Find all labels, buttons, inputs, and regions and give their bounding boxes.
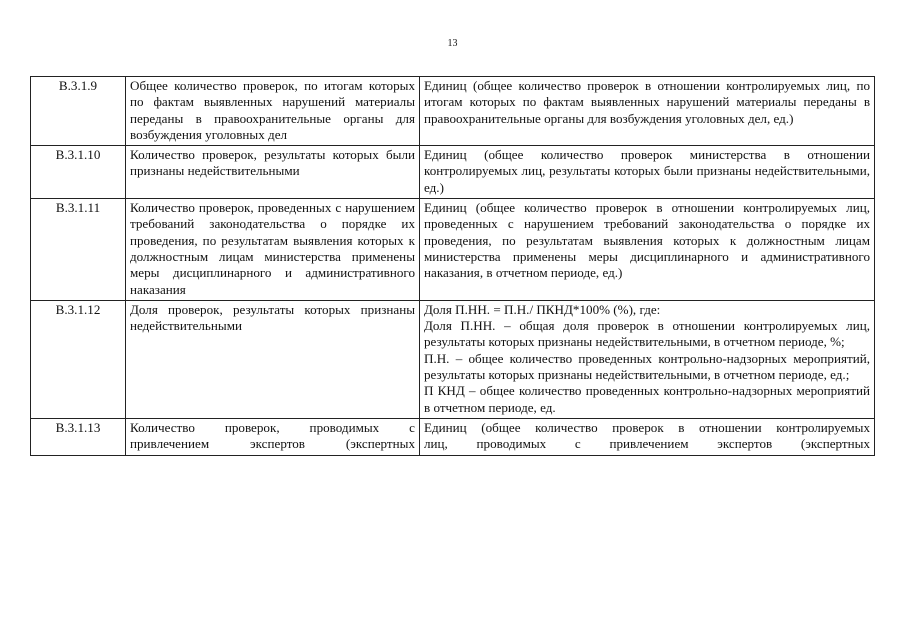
row-description: Единиц (общее количество проверок в отношении контролируемых лиц, проведенных с нарушением требований законодательства о порядке их проведения, по результатам выявления которых к должностным лицам министерства применены меры дисциплинарного и административного наказания, в отчетном периоде, ед.) bbox=[420, 199, 875, 301]
formula-definition: П КНД – общее количество проведенных контрольно-надзорных мероприятий в отчетном периоде, ед. bbox=[424, 383, 870, 415]
row-name: Количество проверок, проведенных с нарушением требований законодательства о порядке их проведения, по результатам выявления которых к должностным лицам министерства применены меры дисциплинарного и административного наказания bbox=[126, 199, 420, 301]
formula-definition: П.Н. – общее количество проведенных контрольно-надзорных мероприятий, результаты которых признаны недействительными, в отчетном периоде, ед.; bbox=[424, 350, 870, 383]
row-description-line: Единиц (общее количество проверок в отношении контролируемых bbox=[424, 419, 870, 435]
row-description bbox=[420, 300, 875, 418]
row-name: Доля проверок, результаты которых признаны недействительными bbox=[126, 300, 420, 418]
row-description: Единиц (общее количество проверок министерства в отношении контролируемых лиц, результаты которых были признаны недействительными, ед.) bbox=[420, 146, 875, 199]
row-description: Единиц (общее количество проверок в отношении контролируемых лиц, по итогам которых по фактам выявленных нарушений материалы переданы в правоохранительные органы для возбуждения уголовных дел, ед.) bbox=[420, 77, 875, 146]
table-row bbox=[31, 77, 875, 146]
row-name-line: Количество проверок, проводимых с bbox=[130, 419, 415, 435]
table-row bbox=[31, 146, 875, 199]
row-name-line: привлечением экспертов (экспертных bbox=[130, 436, 415, 452]
row-name bbox=[126, 418, 420, 455]
table-row bbox=[31, 300, 875, 418]
row-description bbox=[420, 418, 875, 455]
row-code: В.3.1.10 bbox=[31, 146, 126, 199]
formula-line: Доля П.НН. = П.Н./ ПКНД*100% (%), где: bbox=[424, 301, 661, 317]
table-row bbox=[31, 199, 875, 301]
table-row bbox=[31, 418, 875, 455]
row-code: В.3.1.11 bbox=[31, 199, 126, 301]
formula-definition: Доля П.НН. – общая доля проверок в отношении контролируемых лиц, результаты которых признаны недействительными, в отчетном периоде, %; bbox=[424, 318, 870, 350]
row-code: В.3.1.13 bbox=[31, 418, 126, 455]
indicators-table bbox=[30, 76, 875, 456]
page-number: 13 bbox=[447, 38, 458, 49]
row-name: Количество проверок, результаты которых были признаны недействительными bbox=[126, 146, 420, 199]
row-description-line: лиц, проводимых с привлечением экспертов (экспертных bbox=[424, 436, 870, 452]
row-code: В.3.1.12 bbox=[31, 300, 126, 418]
row-name: Общее количество проверок, по итогам которых по фактам выявленных нарушений материалы переданы в правоохранительные органы для возбуждения уголовных дел bbox=[126, 77, 420, 146]
row-code: В.3.1.9 bbox=[31, 77, 126, 146]
